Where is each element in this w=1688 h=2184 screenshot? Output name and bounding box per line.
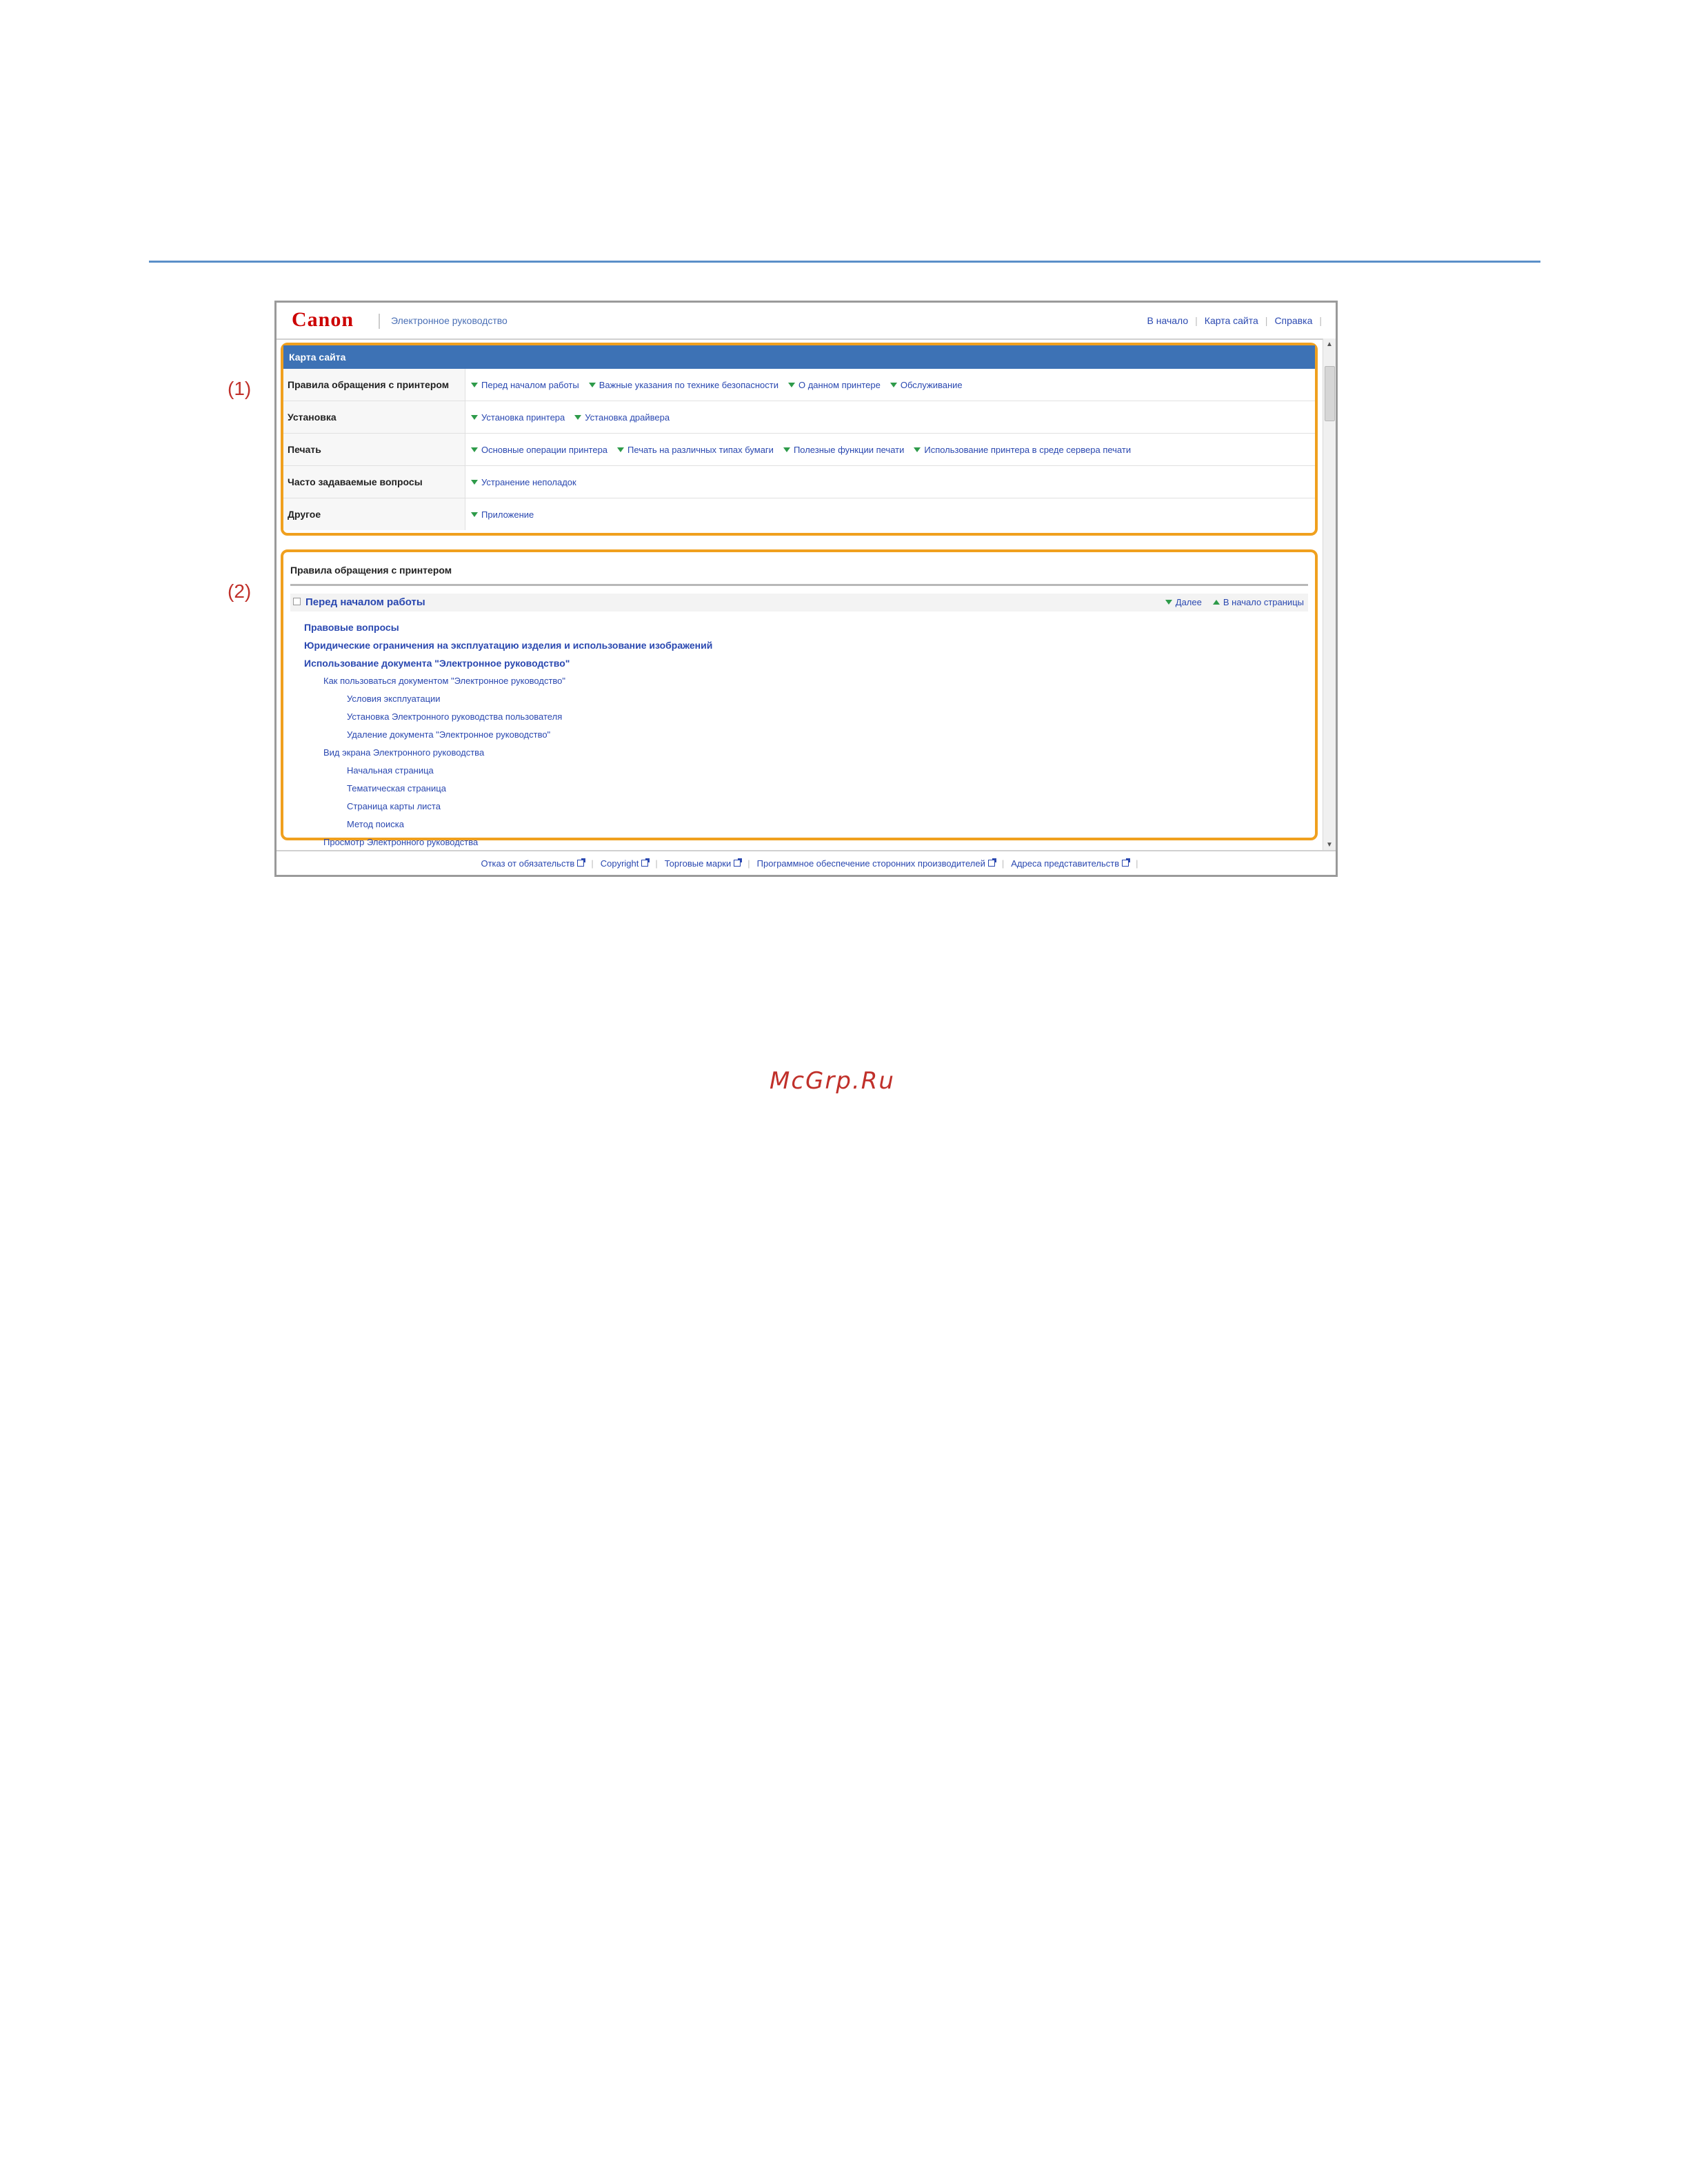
sitemap-row: [283, 434, 1315, 466]
sitemap-link[interactable]: [914, 445, 1131, 455]
down-arrow-icon: [783, 447, 790, 452]
footer-link-label: Адреса представительств: [1011, 858, 1120, 869]
sitemap-links: [465, 477, 576, 487]
down-arrow-icon: [471, 383, 478, 387]
callout-1: (1): [228, 378, 252, 399]
sitemap-category: Правила обращения с принтером: [283, 369, 465, 401]
sitemap-link-label: Установка драйвера: [585, 412, 670, 423]
footer-divider: |: [1001, 858, 1005, 869]
toc-link[interactable]: Тематическая страница: [347, 783, 446, 793]
sitemap-links: [465, 380, 963, 390]
sitemap-link[interactable]: [471, 477, 576, 487]
sitemap-link-label: Обслуживание: [900, 379, 963, 390]
footer-link[interactable]: [474, 858, 594, 869]
sitemap-link-label: Основные операции принтера: [481, 444, 608, 455]
nav-sitemap-link[interactable]: Карта сайта: [1204, 315, 1258, 326]
external-link-icon: [641, 860, 648, 867]
toc-link[interactable]: Использование документа "Электронное руководство": [304, 658, 570, 669]
sitemap-link[interactable]: [471, 509, 534, 520]
sitemap-link[interactable]: [471, 412, 565, 423]
sitemap-link-label: Печать на различных типах бумаги: [627, 444, 774, 455]
down-arrow-icon: [574, 415, 581, 420]
page-top-link[interactable]: В начало страницы: [1213, 597, 1304, 607]
sitemap-link-label: Полезные функции печати: [793, 444, 905, 455]
toc-link[interactable]: Как пользоваться документом "Электронное руководство": [323, 676, 566, 686]
sitemap-link-label: Перед началом работы: [481, 379, 579, 390]
table-of-contents: [283, 618, 1315, 851]
sitemap-link-label: Приложение: [481, 509, 534, 520]
sitemap-links: [465, 509, 534, 520]
sitemap-link[interactable]: [617, 445, 774, 455]
toc-link[interactable]: Вид экрана Электронного руководства: [323, 747, 485, 758]
sitemap-category: Часто задаваемые вопросы: [283, 466, 465, 498]
footer-link[interactable]: [658, 858, 748, 869]
next-link[interactable]: Далее: [1165, 597, 1202, 607]
sitemap-link[interactable]: [471, 445, 607, 455]
toc-link[interactable]: Начальная страница: [347, 765, 434, 776]
down-arrow-icon: [471, 512, 478, 517]
nav-divider: |: [1265, 315, 1268, 326]
subsection-header: [290, 594, 1308, 611]
sitemap-link-label: Использование принтера в среде сервера печати: [924, 444, 1132, 455]
sitemap-link-label: О данном принтере: [798, 379, 881, 390]
sitemap-links: [465, 445, 1131, 455]
sitemap-row: [283, 466, 1315, 498]
footer-divider: |: [747, 858, 750, 869]
collapse-icon[interactable]: [293, 598, 301, 605]
toc-link[interactable]: Установка Электронного руководства пользователя: [347, 711, 563, 722]
down-arrow-icon: [1165, 600, 1172, 605]
footer-divider: |: [655, 858, 658, 869]
down-arrow-icon: [890, 383, 897, 387]
external-link-icon: [988, 860, 995, 867]
callout-2: (2): [228, 580, 252, 602]
footer-divider: |: [1136, 858, 1138, 869]
sitemap-panel: [281, 343, 1318, 536]
down-arrow-icon: [589, 383, 596, 387]
header-nav: [1141, 315, 1322, 326]
manual-window: [274, 301, 1338, 877]
footer-link-label: Программное обеспечение сторонних производителей: [756, 858, 985, 869]
top-divider: [149, 261, 1540, 263]
sitemap-row: [283, 401, 1315, 434]
nav-divider: |: [1319, 315, 1322, 326]
toc-link[interactable]: Удаление документа "Электронное руководство": [347, 729, 551, 740]
watermark: McGrp.Ru: [770, 1067, 895, 1095]
down-arrow-icon: [471, 415, 478, 420]
footer-link[interactable]: [594, 858, 656, 869]
up-arrow-icon: [1213, 600, 1220, 605]
subsection-title[interactable]: Перед началом работы: [305, 596, 425, 608]
sitemap-link[interactable]: [574, 412, 670, 423]
down-arrow-icon: [788, 383, 795, 387]
external-link-icon: [1122, 860, 1129, 867]
sitemap-row: [283, 369, 1315, 401]
sitemap-title: Карта сайта: [283, 345, 1315, 369]
footer-link[interactable]: [750, 858, 1005, 869]
toc-link[interactable]: Страница карты листа: [347, 801, 441, 811]
sitemap-link-label: Установка принтера: [481, 412, 565, 423]
toc-link[interactable]: Условия эксплуатации: [347, 694, 441, 704]
sitemap-link-label: Устранение неполадок: [481, 476, 576, 487]
toc-link[interactable]: Метод поиска: [347, 819, 404, 829]
window-footer: [277, 850, 1336, 875]
footer-divider: |: [591, 858, 594, 869]
content-section: [281, 549, 1318, 847]
window-header: [277, 303, 1336, 340]
down-arrow-icon: [471, 480, 478, 485]
sitemap-row: [283, 498, 1315, 530]
section-nav: [1165, 597, 1304, 607]
external-link-icon: [577, 860, 584, 867]
scroll-down-icon[interactable]: ▼: [1326, 841, 1333, 849]
toc-link[interactable]: Юридические ограничения на эксплуатацию изделия и использование изображений: [304, 640, 713, 651]
sitemap-link[interactable]: [788, 380, 881, 390]
sitemap-category: Установка: [283, 401, 465, 433]
scroll-up-icon[interactable]: ▲: [1326, 341, 1333, 348]
toc-link[interactable]: Просмотр Электронного руководства: [323, 837, 479, 847]
footer-link[interactable]: [1001, 858, 1136, 869]
canon-logo: Canon: [292, 308, 354, 331]
sitemap-category: Печать: [283, 434, 465, 465]
down-arrow-icon: [617, 447, 624, 452]
vertical-scrollbar[interactable]: [1323, 338, 1336, 851]
down-arrow-icon: [914, 447, 921, 452]
footer-link-label: Торговые марки: [664, 858, 732, 869]
sitemap-links: [465, 412, 670, 423]
scroll-thumb[interactable]: [1325, 366, 1335, 421]
sitemap-link-label: Важные указания по технике безопасности: [599, 379, 778, 390]
footer-link-label: Отказ от обязательств: [481, 858, 575, 869]
down-arrow-icon: [471, 447, 478, 452]
external-link-icon: [734, 860, 741, 867]
nav-help-link[interactable]: Справка: [1274, 315, 1313, 326]
sitemap-link[interactable]: [589, 380, 778, 390]
nav-divider: |: [1195, 315, 1198, 326]
nav-home-link[interactable]: В начало: [1147, 315, 1189, 326]
sitemap-rows: [283, 369, 1315, 530]
section-divider: [290, 584, 1308, 586]
sitemap-link[interactable]: [783, 445, 904, 455]
toc-link[interactable]: Правовые вопросы: [304, 622, 399, 633]
logo-divider: [379, 314, 380, 329]
sitemap-category: Другое: [283, 498, 465, 530]
sitemap-link[interactable]: [471, 380, 579, 390]
document-title: Электронное руководство: [391, 315, 508, 326]
footer-link-label: Copyright: [600, 858, 639, 869]
sitemap-link[interactable]: [890, 380, 963, 390]
section-title: Правила обращения с принтером: [290, 565, 452, 576]
